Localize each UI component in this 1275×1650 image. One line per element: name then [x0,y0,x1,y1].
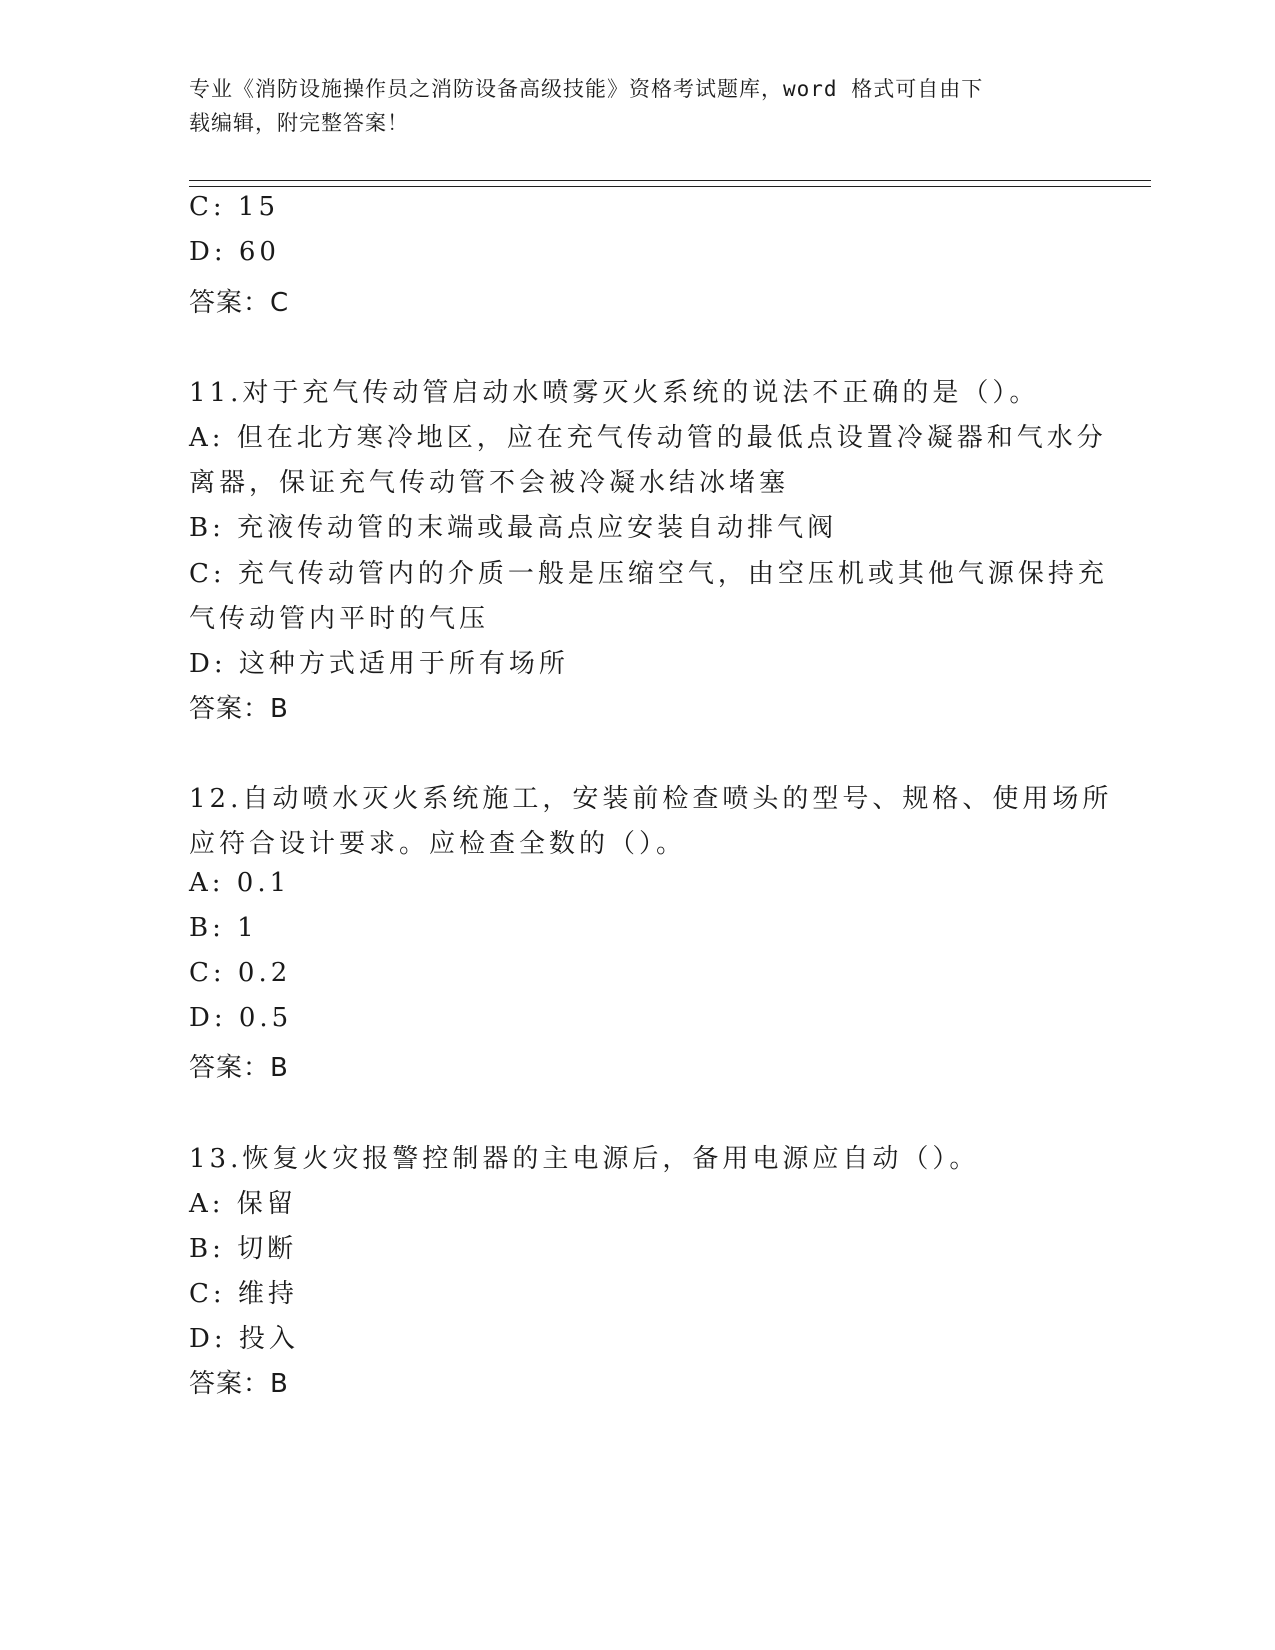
option-line: A: 但在北方寒冷地区，应在充气传动管的最低点设置冷凝器和气水分 [189,423,1107,453]
option-line: D: 这种方式适用于所有场所 [189,649,569,679]
option-line: C: 充气传动管内的介质一般是压缩空气，由空压机或其他气源保持充 [189,559,1108,589]
header-line-2: 载编辑，附完整答案！ [189,111,409,135]
option-line: 气传动管内平时的气压 [189,604,490,634]
option-line: C: 0.2 [189,958,292,988]
option-line: A: 保留 [189,1189,297,1219]
option-line: C: 15 [189,192,280,222]
answer-line: 答案：B [189,1369,289,1399]
question-stem: 12.自动喷水灭火系统施工，安装前检查喷头的型号、规格、使用场所 [189,784,1113,814]
option-line: D: 60 [189,237,280,267]
question-stem: 13.恢复火灾报警控制器的主电源后，备用电源应自动（）。 [189,1144,980,1174]
question-stem: 11.对于充气传动管启动水喷雾灭火系统的说法不正确的是（）。 [189,378,1040,408]
header-line-1: 专业《消防设施操作员之消防设备高级技能》资格考试题库，word 格式可自由下 [189,77,984,101]
option-line: D: 0.5 [189,1003,293,1033]
option-line: B: 切断 [189,1234,298,1264]
option-line: B: 充液传动管的末端或最高点应安装自动排气阀 [189,513,838,543]
option-line: 离器，保证充气传动管不会被冷凝水结冰堵塞 [189,468,790,498]
answer-line: 答案：C [189,288,290,318]
header-divider-bottom [189,186,1151,187]
document-header [189,72,1089,140]
option-line: C: 维持 [189,1279,298,1309]
question-stem: 应符合设计要求。应检查全数的（）。 [189,829,687,859]
option-line: D: 投入 [189,1324,299,1354]
header-divider-top [189,180,1151,181]
option-line: A: 0.1 [189,868,291,898]
answer-line: 答案：B [189,694,289,724]
answer-line: 答案：B [189,1053,289,1083]
option-line: B: 1 [189,913,258,943]
